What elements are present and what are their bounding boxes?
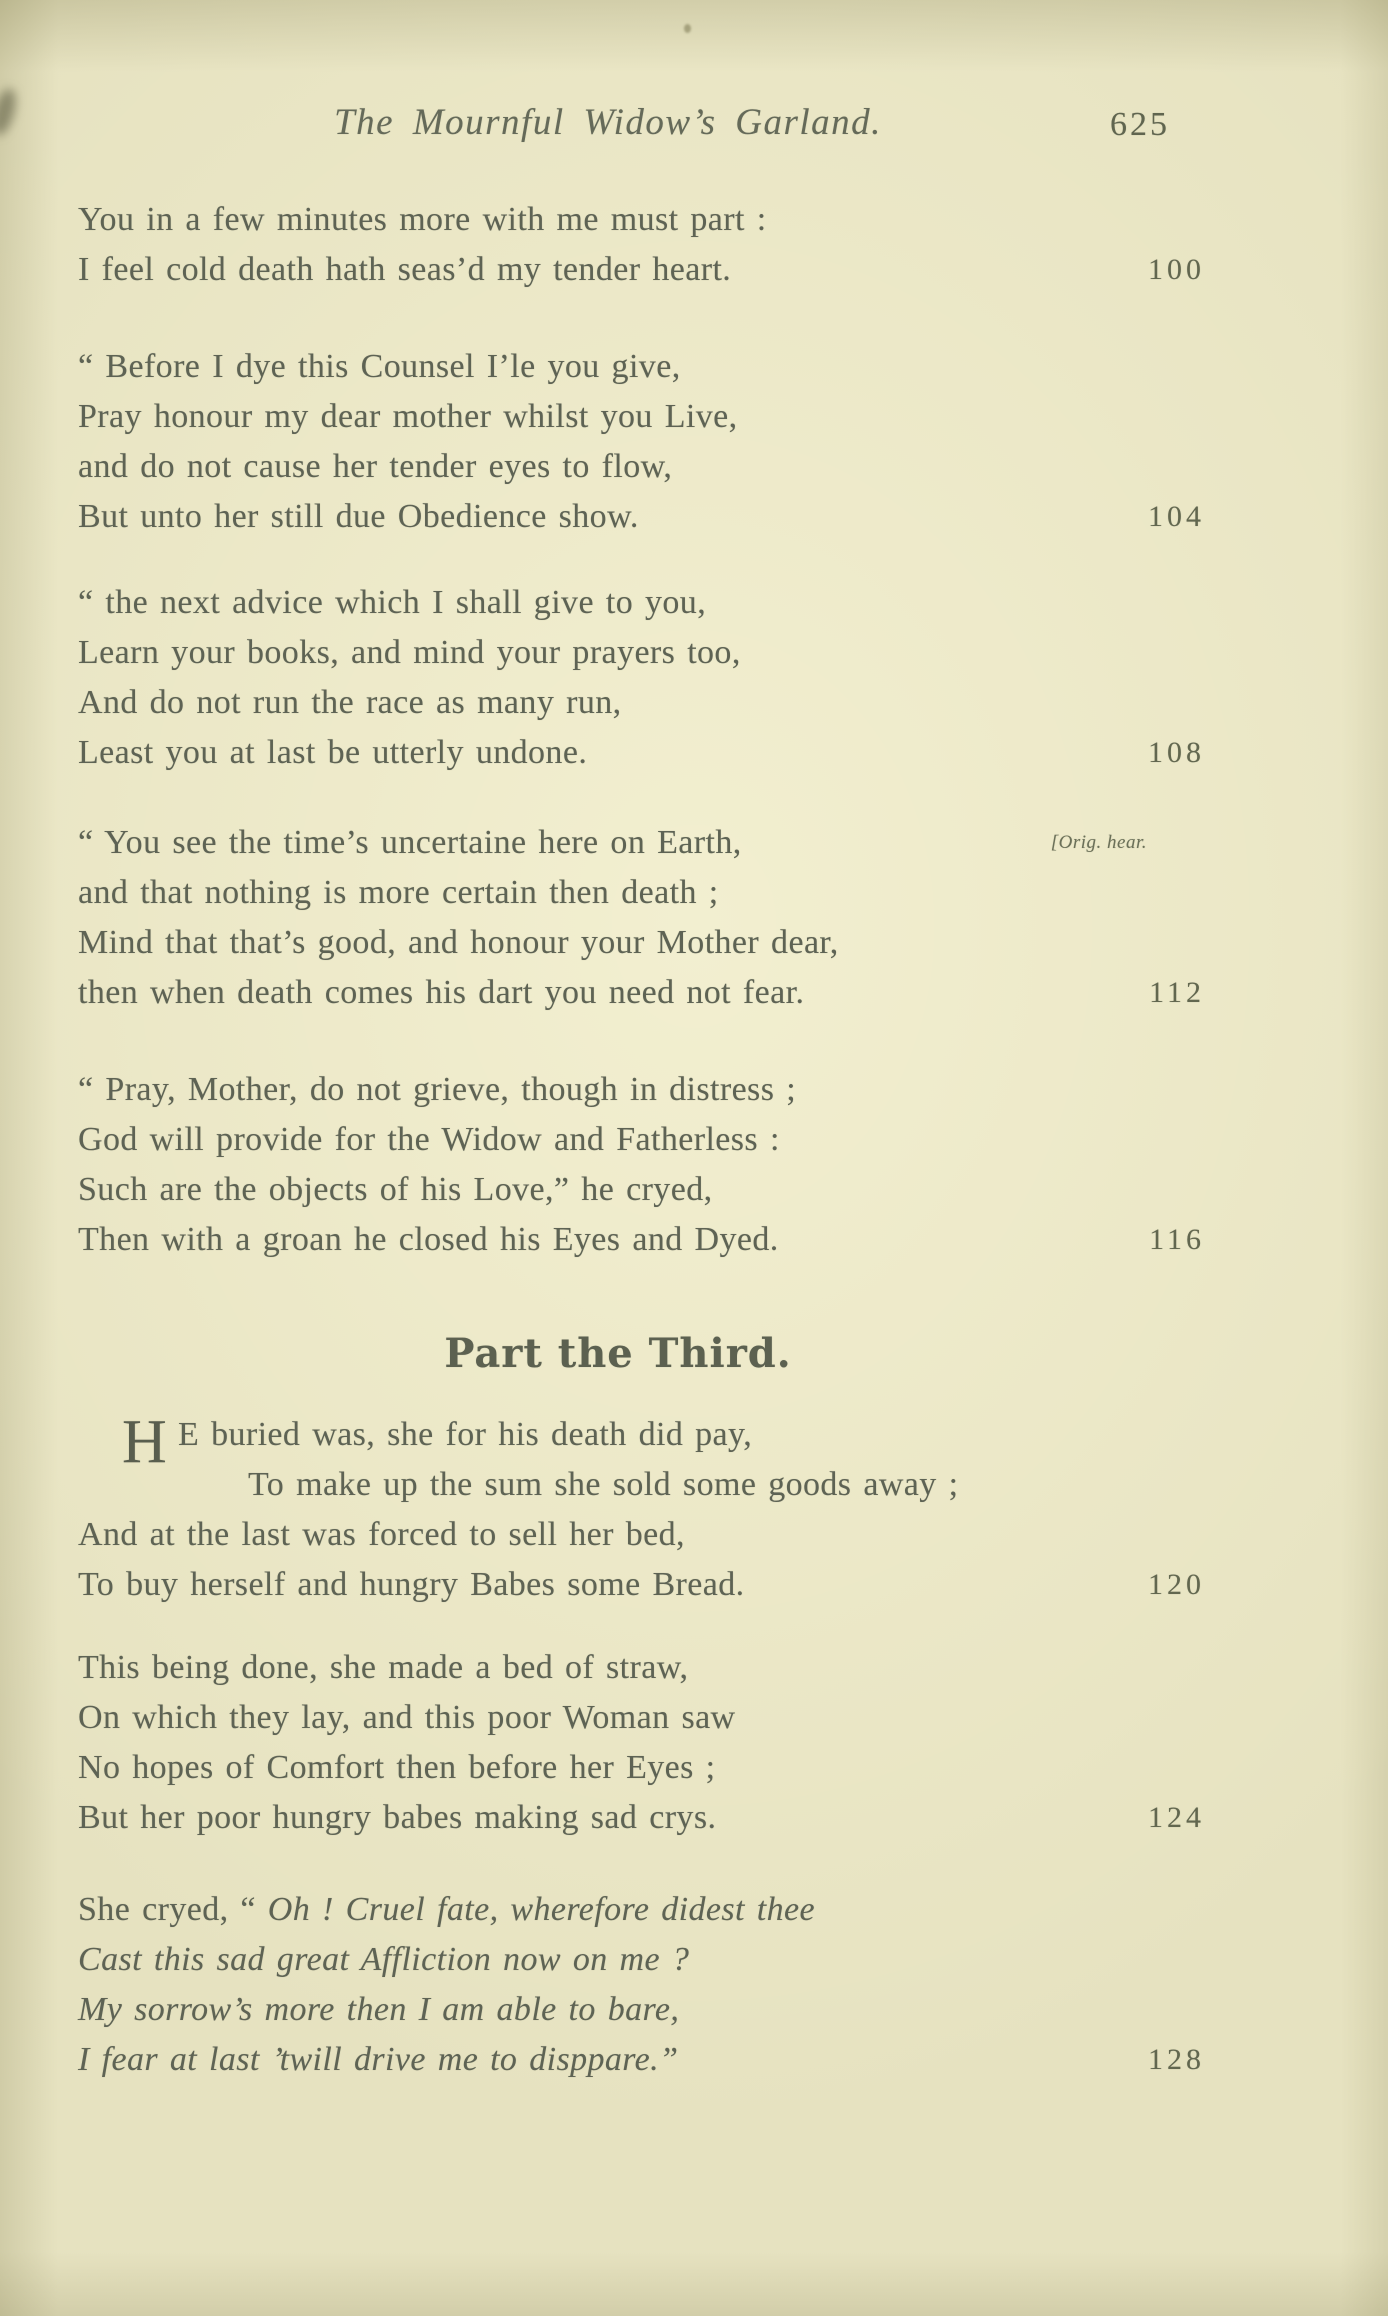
- verse-line: But her poor hungry babes making sad crys.: [78, 1799, 717, 1836]
- verse-line: Least you at last be utterly undone.: [78, 734, 588, 771]
- line-number: 108: [1148, 736, 1205, 769]
- line-number: 116: [1149, 1223, 1205, 1256]
- verse-line: This being done, she made a bed of straw,: [78, 1649, 689, 1686]
- paper-smudge: [0, 86, 20, 138]
- paper-speck: [684, 24, 691, 33]
- verse-line: [78, 1885, 1205, 1935]
- verse-line: “ Pray, Mother, do not grieve, though in distress ;: [78, 1071, 797, 1108]
- verse-line: Cast this sad great Affliction now on me ?: [78, 1941, 690, 1978]
- verse-line: And at the last was forced to sell her bed,: [78, 1516, 685, 1553]
- verse-line: To buy herself and hungry Babes some Bread.: [78, 1566, 745, 1603]
- stanza: [78, 578, 1205, 778]
- verse-line: “ You see the time’s uncertaine here on Earth,: [78, 824, 742, 861]
- section-heading: Part the Third.: [444, 1330, 792, 1377]
- verse-line-lead: She cryed, “: [78, 1891, 268, 1928]
- running-header: [78, 100, 1138, 146]
- verse-line: Learn your books, and mind your prayers too,: [78, 634, 741, 671]
- stanza: [78, 1643, 1205, 1843]
- stanza: [78, 195, 1205, 295]
- stanza: [78, 1410, 1205, 1610]
- verse-line: On which they lay, and this poor Woman saw: [78, 1699, 736, 1736]
- stanza: [78, 1885, 1205, 2085]
- verse-line: then when death comes his dart you need not fear.: [78, 974, 805, 1011]
- verse-line: Mind that that’s good, and honour your Mother dear,: [78, 924, 839, 961]
- folio-number: 625: [1110, 106, 1170, 143]
- verse-line: E buried was, she for his death did pay,: [178, 1416, 753, 1453]
- verse-line: No hopes of Comfort then before her Eyes ;: [78, 1749, 716, 1786]
- stanza: [78, 342, 1205, 542]
- verse-line: I fear at last ’twill drive me to disppare.”: [78, 2041, 679, 2078]
- verse-line: I feel cold death hath seas’d my tender heart.: [78, 251, 732, 288]
- page-title: The Mournful Widow’s Garland.: [334, 102, 882, 143]
- line-number: 104: [1148, 500, 1205, 533]
- line-number: 120: [1148, 1568, 1205, 1601]
- line-number: 124: [1148, 1801, 1205, 1834]
- stanza: [78, 818, 1205, 1018]
- stanza: [78, 1065, 1205, 1265]
- verse-line: and that nothing is more certain then death ;: [78, 874, 719, 911]
- verse-line-italic: Oh ! Cruel fate, wherefore didest thee: [267, 1891, 815, 1928]
- verse-line: But unto her still due Obedience show.: [78, 498, 639, 535]
- marginal-note: [Orig. hear.: [1050, 832, 1147, 853]
- verse-line: Then with a groan he closed his Eyes and Dyed.: [78, 1221, 779, 1258]
- verse-line: Pray honour my dear mother whilst you Live,: [78, 398, 738, 435]
- line-number: 112: [1149, 976, 1205, 1009]
- line-number: 100: [1148, 253, 1205, 286]
- verse-line: “ the next advice which I shall give to you,: [78, 584, 707, 621]
- verse-line: God will provide for the Widow and Fatherless :: [78, 1121, 780, 1158]
- verse-line: And do not run the race as many run,: [78, 684, 622, 721]
- verse-line: “ Before I dye this Counsel I’le you give,: [78, 348, 681, 385]
- verse-line: and do not cause her tender eyes to flow,: [78, 448, 673, 485]
- verse-line: To make up the sum she sold some goods away ;: [248, 1466, 959, 1503]
- drop-cap-initial: H: [122, 1408, 167, 1476]
- line-number: 128: [1148, 2043, 1205, 2076]
- verse-line: My sorrow’s more then I am able to bare,: [78, 1991, 680, 2028]
- verse-line: Such are the objects of his Love,” he cryed,: [78, 1171, 713, 1208]
- verse-line: You in a few minutes more with me must part :: [78, 201, 767, 238]
